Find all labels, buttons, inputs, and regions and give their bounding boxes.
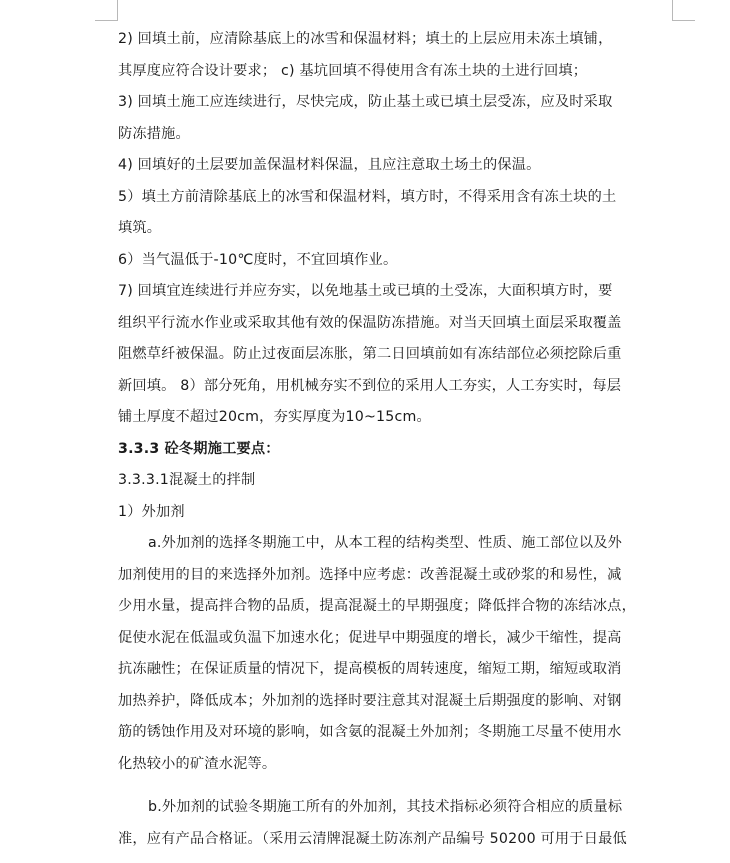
document-body	[118, 24, 674, 855]
text-line: 6）当气温低于-10℃度时，不宜回填作业。	[118, 251, 398, 268]
text-line: 组织平行流水作业或采取其他有效的保温防冻措施。对当天回填土面层采取覆盖	[118, 314, 622, 331]
text-line: 填筑。	[118, 220, 162, 236]
text-line: 加热养护，降低成本；外加剂的选择时要注意其对混凝土后期强度的影响、对钢	[118, 692, 622, 709]
text-line: 4) 回填好的土层要加盖保温材料保温，且应注意取土场土的保温。	[118, 157, 541, 173]
text-line: 阻燃草纤被保温。防止过夜面层冻胀，第二日回填前如有冻结部位必须挖除后重	[118, 346, 622, 362]
text-line: 其厚度应符合设计要求； c) 基坑回填不得使用含有冻土块的土进行回填；	[118, 62, 588, 79]
text-line: 铺土厚度不超过20cm，夯实厚度为10~15cm。	[118, 409, 431, 425]
text-line: 1）外加剂	[118, 503, 185, 520]
text-line: 加剂使用的目的来选择外加剂。选择中应考虑：改善混凝土或砂浆的和易性，减	[118, 566, 622, 583]
text-line: 抗冻融性；在保证质量的情况下，提高模板的周转速度，缩短工期，缩短或取消	[118, 661, 622, 677]
text-line: 7) 回填宜连续进行并应夯实，以免地基土或已填的土受冻，大面积填方时，要	[118, 283, 613, 299]
text-line: 新回填。 8）部分死角，用机械夯实不到位的采用人工夯实，人工夯实时，每层	[118, 377, 622, 394]
text-line: b.外加剂的试验冬期施工所有的外加剂，其技术指标必须符合相应的质量标	[148, 799, 623, 815]
text-line: 准，应有产品合格证。（采用云清牌混凝土防冻剂产品编号 50200 可用于日最低	[118, 830, 627, 847]
text-line: 5）填土方前清除基底上的冰雪和保温材料，填方时，不得采用含有冻土块的土	[118, 188, 617, 205]
text-line: 3.3.3.1混凝土的拌制	[118, 472, 256, 488]
text-line: 少用水量，提高拌合物的品质，提高混凝土的早期强度；降低拌合物的冻结冰点，	[118, 598, 636, 614]
text-line: 促使水泥在低温或负温下加速水化；促进早中期强度的增长，减少干缩性，提高	[118, 629, 622, 646]
text-line: 筋的锈蚀作用及对环境的影响，如含氨的混凝土外加剂；冬期施工尽量不使用水	[118, 724, 622, 740]
text-line: 防冻措施。	[118, 125, 190, 142]
section-heading: 3.3.3 砼冬期施工要点：	[118, 440, 280, 457]
text-line: a.外加剂的选择冬期施工中，从本工程的结构类型、性质、施工部位以及外	[148, 535, 623, 551]
page-corner-mark-right	[672, 0, 695, 21]
text-line: 化热较小的矿渣水泥等。	[118, 755, 277, 772]
text-line: 2) 回填土前，应清除基底上的冰雪和保温材料；填土的上层应用未冻土填铺，	[118, 31, 613, 47]
page-corner-mark-left	[95, 0, 118, 21]
text-line: 3) 回填土施工应连续进行，尽快完成，防止基土或已填土层受冻，应及时采取	[118, 94, 613, 110]
